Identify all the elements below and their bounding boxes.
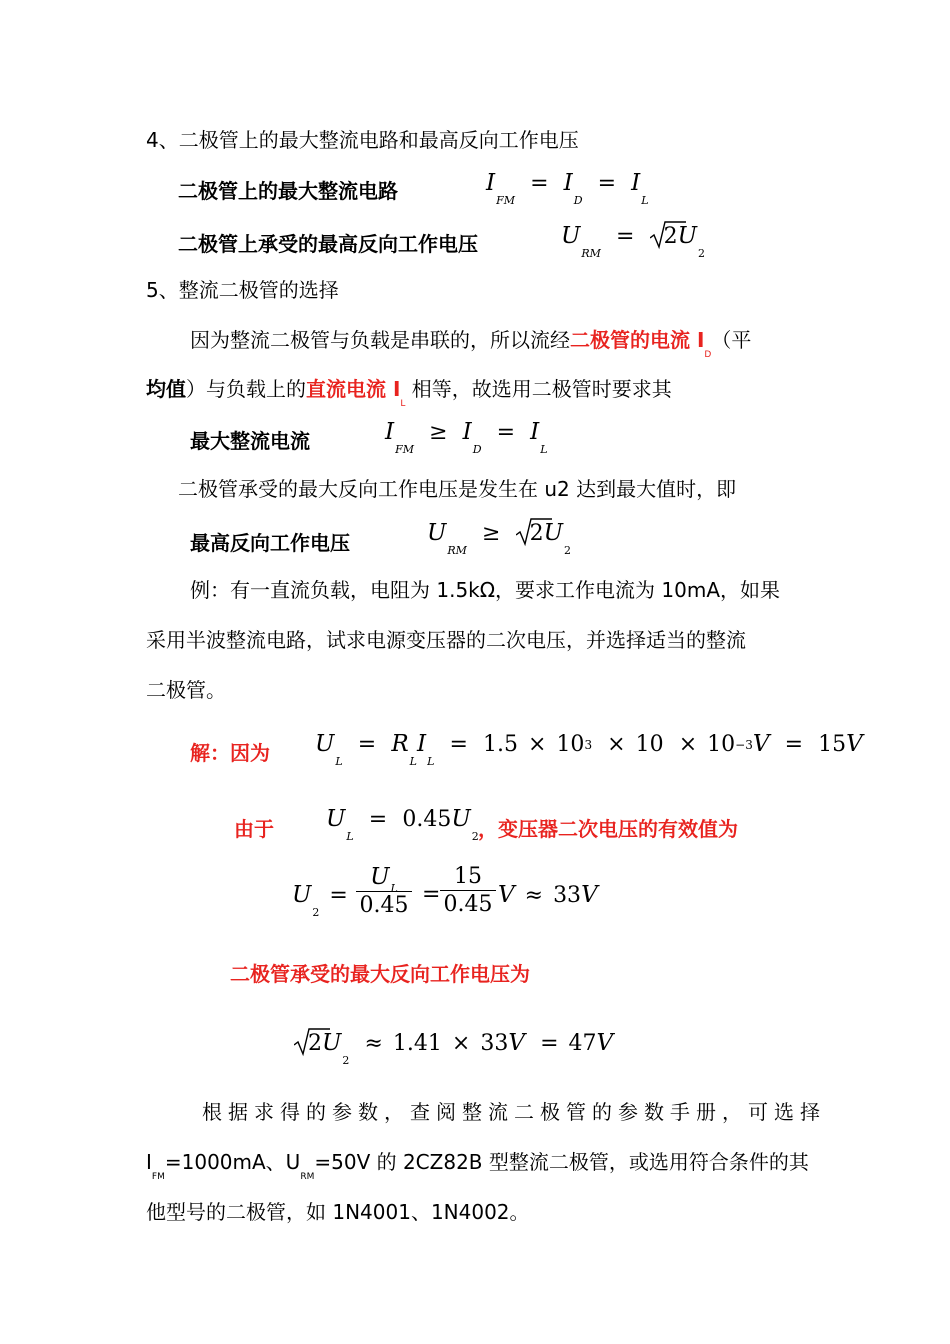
- example-line-1: 例：有一直流负载，电阻为 1.5kΩ，要求工作电流为 10mA，如果: [190, 578, 780, 602]
- sqrt-sign-2: 2: [516, 521, 544, 546]
- formula-urm-ge-sqrt2-u2: $U_{RM}$ ≥ $2U_2$: [427, 520, 571, 557]
- reverse-voltage-title: 二极管承受的最大反向工作电压为: [230, 962, 530, 986]
- example-line-3: 二极管。: [146, 678, 226, 702]
- formula-ifm-eq-id-eq-il: $I_{FM} = I_D = I_L$: [486, 170, 649, 207]
- formula-ifm-ge-id-eq-il: $I_{FM} \ge I_D = I_L$: [385, 419, 548, 456]
- fraction-15-over-045: 15 0.45: [440, 864, 496, 917]
- section-4-heading: 4、二极管上的最大整流电路和最高反向工作电压: [146, 128, 579, 152]
- max-rectified-current-label: 二极管上的最大整流电路: [178, 179, 398, 203]
- paragraph-1-line-2: 均值）与负载上的直流电流 $I_L$ 相等，故选用二极管时要求其: [146, 377, 672, 409]
- formula-urm-eq-sqrt2-u2: $U_{RM}$ = $2U_2$: [561, 223, 705, 260]
- formula-ul-eq-rl-il: $U_L = R_LI_L = 1.5 \times 103 \times 10 \times 10-3V = 15V$: [315, 731, 863, 768]
- section-5-heading: 5、整流二极管的选择: [146, 278, 339, 302]
- conclusion-line-2: $I_{FM}=1000mA$、$U_{RM}=50V$ 的 2CZ82B 型整流二极管，或选用符合条件的其: [146, 1150, 809, 1182]
- example-line-2: 采用半波整流电路，试求电源变压器的二次电压，并选择适当的整流: [146, 628, 746, 652]
- fraction-ul-over-045: $U_L$ 0.45: [356, 864, 412, 918]
- paragraph-1-line-1: 因为整流二极管与负载是串联的，所以流经二极管的电流 $I_D$（平: [190, 328, 752, 360]
- solution-label: 解：因为: [190, 741, 270, 765]
- max-reverse-voltage-label: 二极管上承受的最高反向工作电压: [178, 232, 478, 256]
- conclusion-line-3: 他型号的二极管，如 1N4001、1N4002。: [146, 1200, 530, 1224]
- formula-sqrt2-u2-approx-47v: $2U_2 \approx 1.41 \times 33V = 47V$: [294, 1030, 613, 1056]
- sqrt-sign: 2: [650, 224, 678, 249]
- equals-sign: =: [422, 882, 441, 907]
- max-current-label: 最大整流电流: [190, 429, 310, 453]
- formula-ul-eq-045-u2: $U_L = 0.45U_2$: [326, 806, 479, 843]
- paragraph-reverse-voltage: 二极管承受的最大反向工作电压是发生在 u2 达到最大值时，即: [178, 477, 737, 501]
- youyu-label: 由于: [234, 817, 274, 841]
- conclusion-line-1: 根据求得的参数，查阅整流二极管的参数手册，可选择: [202, 1100, 826, 1124]
- max-reverse-voltage-label-2: 最高反向工作电压: [190, 531, 350, 555]
- sqrt-sign-3: 2: [294, 1031, 322, 1056]
- formula-approx-33v: V ≈ 33V: [498, 882, 598, 908]
- formula-u2-lhs: $U_2=$: [292, 882, 348, 919]
- secondary-voltage-text: ，变压器二次电压的有效值为: [478, 817, 738, 841]
